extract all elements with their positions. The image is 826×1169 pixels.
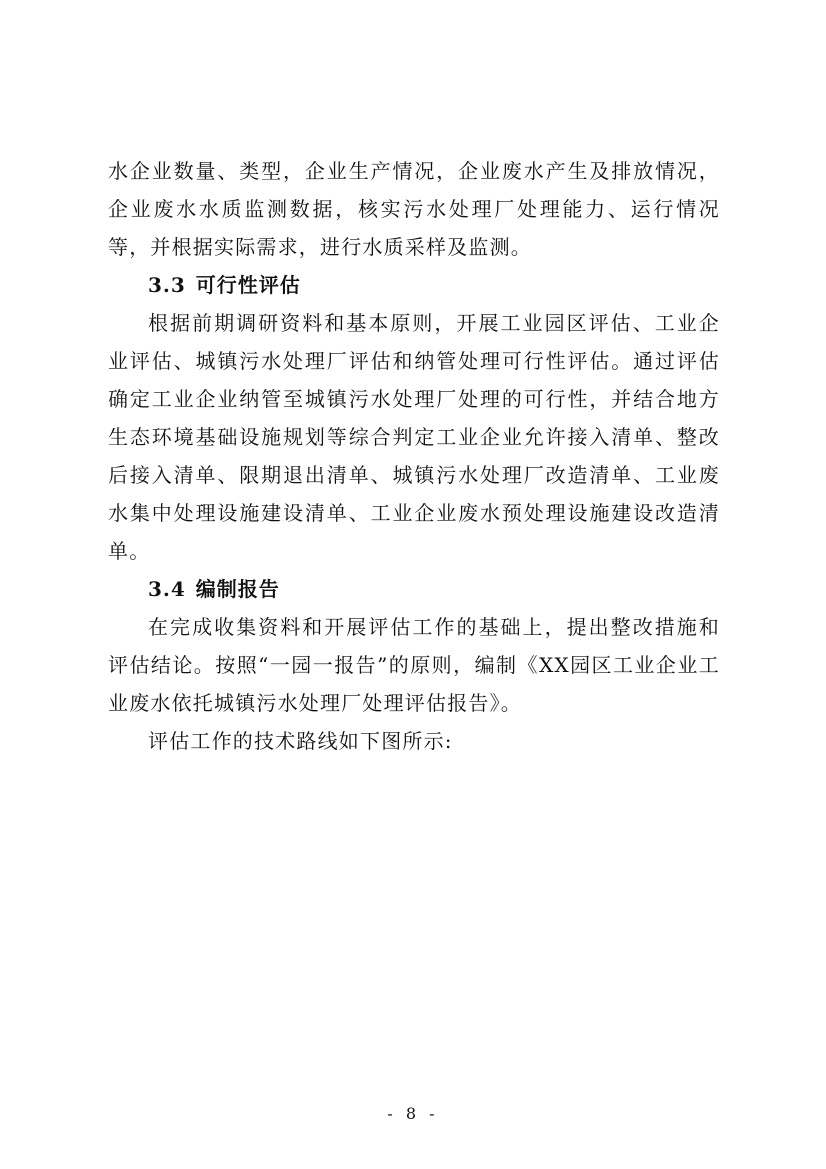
page-content (108, 152, 720, 760)
paragraph-continuation: 水企业数量、类型，企业生产情况，企业废水产生及排放情况，企业废水水质监测数据，核实污水处理厂处理能力、运行情况等，并根据实际需求，进行水质采样及监测。 (108, 159, 720, 259)
section-number: 3.3 (148, 273, 186, 297)
section-heading-3-3 (108, 266, 720, 304)
section-title: 可行性评估 (195, 273, 301, 297)
section-title: 编制报告 (195, 577, 280, 601)
section-number: 3.4 (148, 577, 186, 601)
paragraph-feasibility: 根据前期调研资料和基本原则，开展工业园区评估、工业企业评估、城镇污水处理厂评估和纳管处理可行性评估。通过评估确定工业企业纳管至城镇污水处理厂处理的可行性，并结合地方生态环境基础设施规划等综合判定工业企业允许接入清单、整改后接入清单、限期退出清单、城镇污水处理厂改造清单、工业废水集中处理设施建设清单、工业企业废水预处理设施建设改造清单。 (108, 311, 720, 563)
section-heading-3-4 (108, 570, 720, 608)
paragraph-report: 在完成收集资料和开展评估工作的基础上，提出整改措施和评估结论。按照“一园一报告”的原则，编制《XX园区工业企业工业废水依托城镇污水处理厂处理评估报告》。 (108, 615, 720, 715)
paragraph-route-intro: 评估工作的技术路线如下图所示: (148, 729, 453, 753)
page-number: - 8 - (387, 1104, 439, 1123)
